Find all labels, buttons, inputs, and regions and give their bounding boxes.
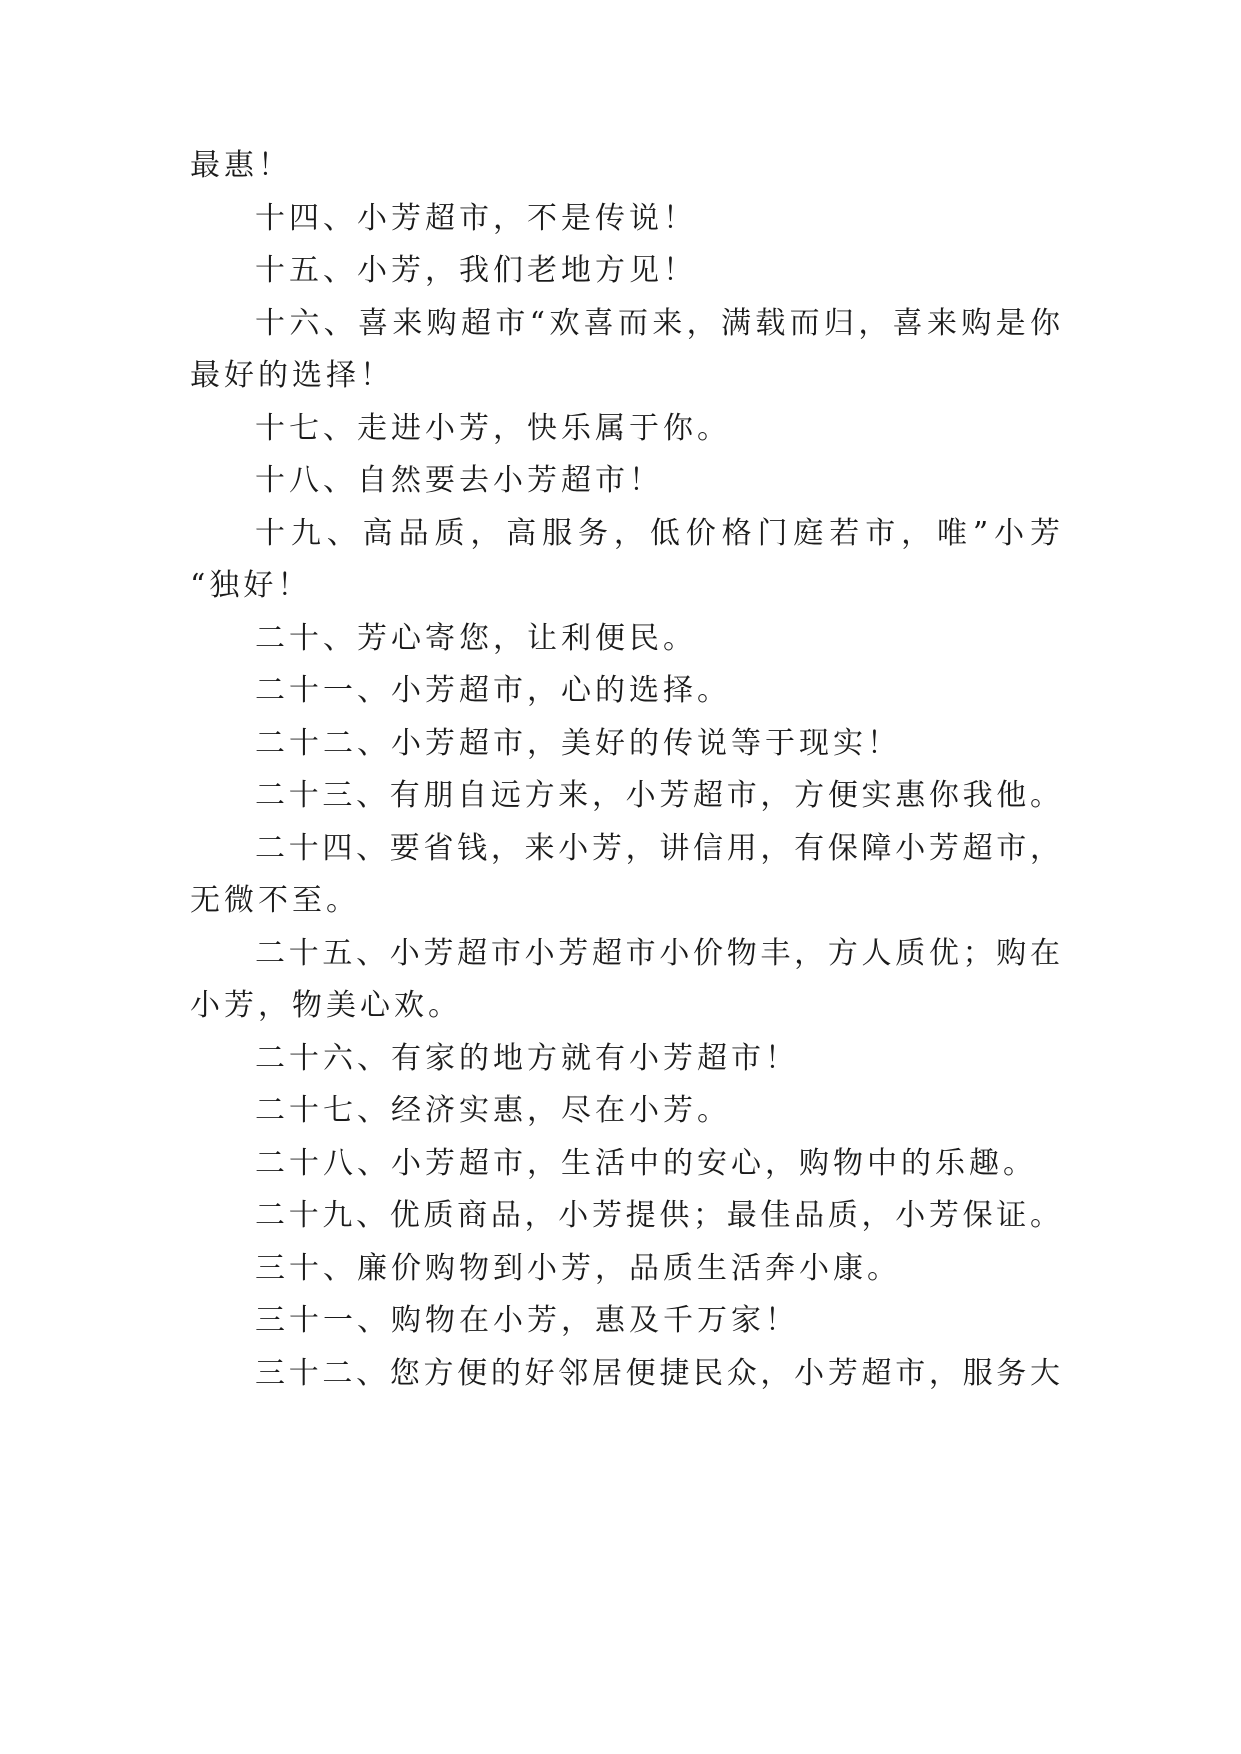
text-line: 十五、小芳，我们老地方见！ [255, 253, 697, 288]
text-line: 最好的选择！ [190, 358, 394, 393]
text-line: 二十一、小芳超市，心的选择。 [255, 673, 731, 708]
text-line: 二十五、小芳超市小芳超市小价物丰，方人质优；购在 [255, 936, 1060, 971]
text-line: “独好！ [190, 568, 312, 603]
text-line: 小芳，物美心欢。 [190, 988, 462, 1023]
text-line: 十六、喜来购超市“欢喜而来，满载而归，喜来购是你 [255, 306, 1060, 341]
text-line: 二十二、小芳超市，美好的传说等于现实！ [255, 726, 901, 761]
text-line: 二十六、有家的地方就有小芳超市！ [255, 1041, 799, 1076]
text-line: 二十九、优质商品，小芳提供；最佳品质，小芳保证。 [255, 1198, 1060, 1233]
text-line: 二十八、小芳超市，生活中的安心，购物中的乐趣。 [255, 1146, 1037, 1181]
text-line: 二十四、要省钱，来小芳，讲信用，有保障小芳超市， [255, 831, 1060, 866]
text-line: 十八、自然要去小芳超市！ [255, 463, 663, 498]
text-line: 二十三、有朋自远方来，小芳超市，方便实惠你我他。 [255, 778, 1060, 813]
text-line: 最惠！ [190, 148, 292, 183]
text-line: 十七、走进小芳，快乐属于你。 [255, 411, 731, 446]
text-line: 十四、小芳超市，不是传说！ [255, 201, 697, 236]
text-line: 三十、廉价购物到小芳，品质生活奔小康。 [255, 1251, 901, 1286]
text-line: 三十二、您方便的好邻居便捷民众，小芳超市，服务大 [255, 1356, 1060, 1391]
text-line: 二十、芳心寄您，让利便民。 [255, 621, 697, 656]
text-line: 十九、高品质，高服务，低价格门庭若市，唯”小芳 [255, 516, 1060, 551]
text-line: 二十七、经济实惠，尽在小芳。 [255, 1093, 731, 1128]
text-line: 无微不至。 [190, 883, 360, 918]
text-line: 三十一、购物在小芳，惠及千万家！ [255, 1303, 799, 1338]
